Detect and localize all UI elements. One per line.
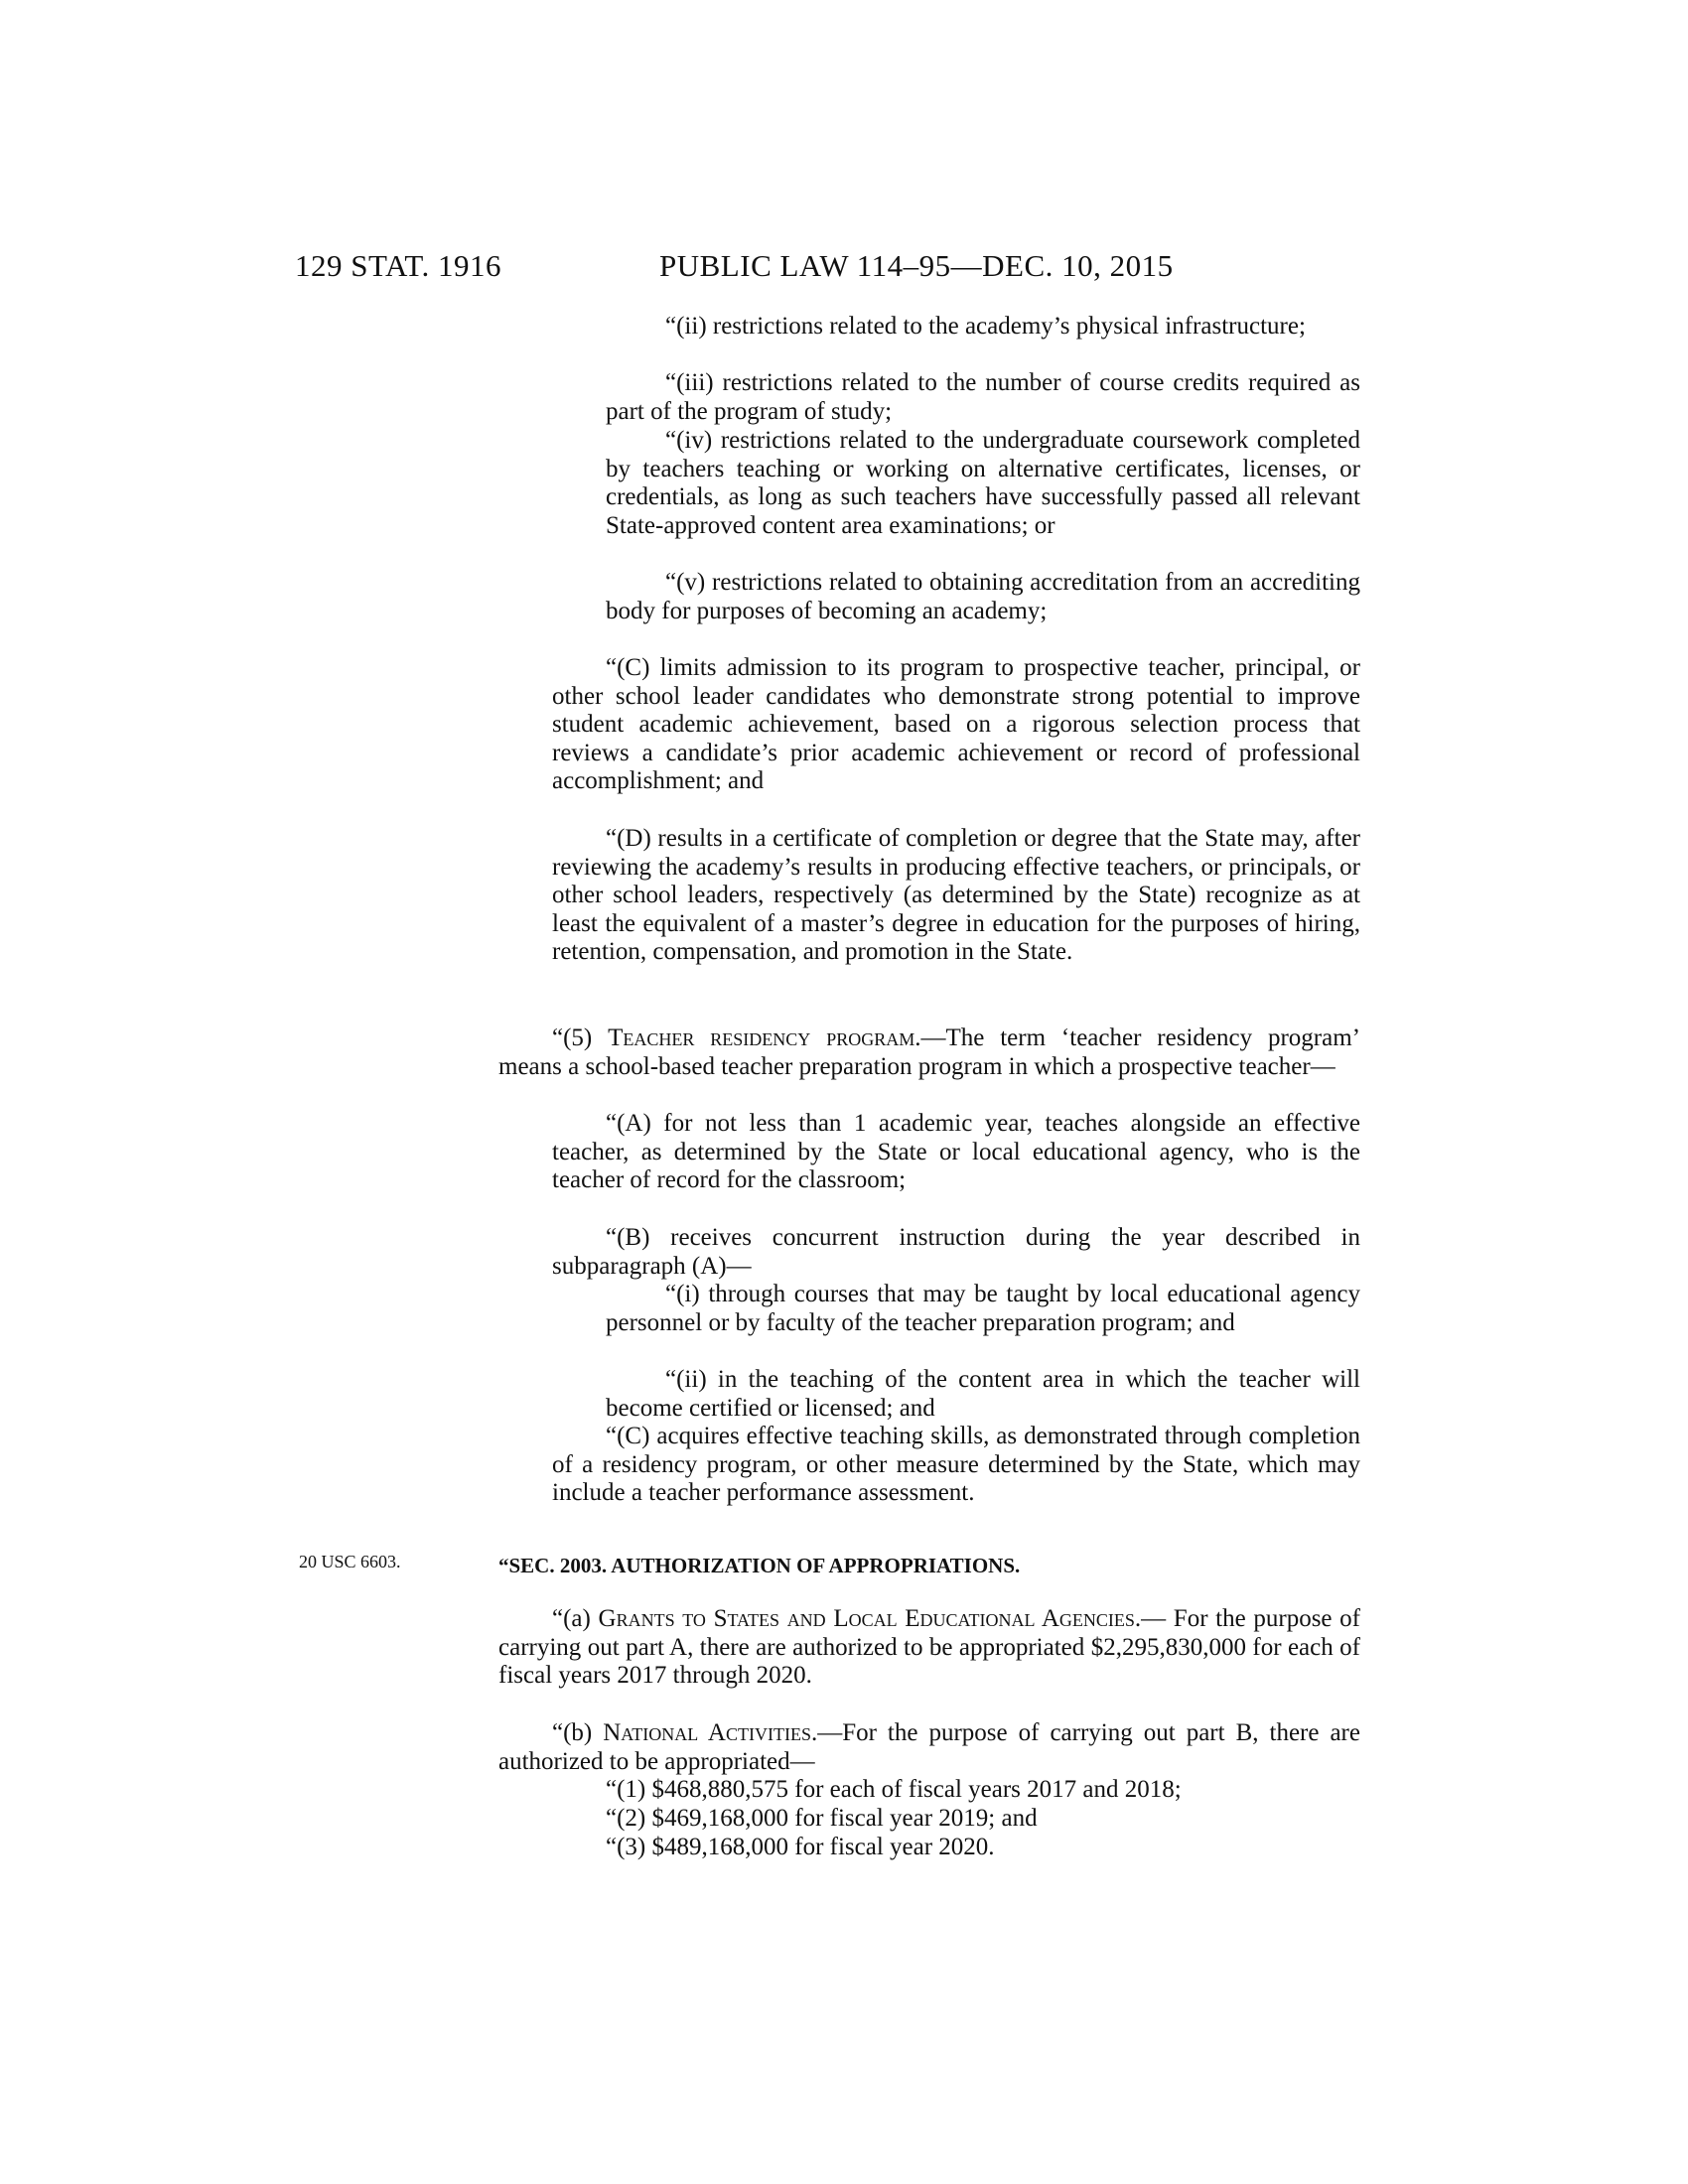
- law-title-header: PUBLIC LAW 114–95—DEC. 10, 2015: [659, 248, 1174, 283]
- subparagraph-5-a: “(A) for not less than 1 academic year, teaches alongside an effective teacher, as determined by the State or local educational agency, who is the teacher of record for the classroom;: [552, 1110, 1360, 1194]
- section-b-text: —For the purpose of carrying out part B, there are authorized to be appropriated—: [498, 1719, 1360, 1775]
- paragraph-5-prefix: “(5): [552, 1024, 609, 1051]
- paragraph-5-heading: Teacher residency program.: [608, 1024, 921, 1051]
- subparagraph-c: “(C) limits admission to its program to prospective teacher, principal, or other school leader candidates who demonstrate strong potential to improve student academic achievement, based on a rigorous selection process that reviews a candidate’s prior academic achievement or record of professional accomplishment; and: [552, 654, 1360, 795]
- clause-b-ii: “(ii) restrictions related to the academy’s physical infrastructure;: [665, 313, 1306, 340]
- clause-b-iii: “(iii) restrictions related to the number of course credits required as part of the program of study;: [606, 369, 1360, 425]
- section-b-item-3: “(3) $489,168,000 for fiscal year 2020.: [606, 1834, 995, 1860]
- clause-b-iv: “(iv) restrictions related to the undergraduate coursework completed by teachers teaching or working on alternative certificates, licenses, or credentials, as long as such teachers have successfully passed all relevant State-approved content area examinations; or: [606, 427, 1360, 539]
- section-a-text: — For the purpose of carrying out part A, there are authorized to be appropriated $2,295,830,000 for each of fiscal years 2017 through 2020.: [498, 1605, 1361, 1690]
- subparagraph-5-c: “(C) acquires effective teaching skills, as demonstrated through completion of a residency program, or other measure determined by the State, which may include a teacher performance assessment.: [552, 1423, 1360, 1507]
- margin-citation: 20 USC 6603.: [299, 1552, 401, 1571]
- subparagraph-d: “(D) results in a certificate of completion or degree that the State may, after reviewing the academy’s results in producing effective teachers, or principals, or other school leaders, respectively (as determined by the State) recognize as at least the equivalent of a master’s degree in education for the purposes of hiring, retention, compensation, and promotion in the State.: [552, 825, 1360, 966]
- section-b-heading: National Activities.: [603, 1719, 818, 1746]
- paragraph-5: [498, 1024, 1360, 1081]
- paragraph-5-text: —The term ‘teacher residency program’ means a school-based teacher preparation program in which a prospective teacher—: [498, 1024, 1360, 1080]
- section-a-heading: Grants to States and Local Educational Agencies.: [598, 1605, 1142, 1632]
- section-2003-a: [498, 1605, 1360, 1691]
- clause-b-v: “(v) restrictions related to obtaining accreditation from an accrediting body for purposes of becoming an academy;: [606, 569, 1360, 624]
- clause-5-b-ii: “(ii) in the teaching of the content area in which the teacher will become certified or licensed; and: [606, 1366, 1360, 1422]
- subparagraph-5-b: “(B) receives concurrent instruction during the year described in subparagraph (A)—: [552, 1224, 1360, 1280]
- section-b-prefix: “(b): [552, 1719, 604, 1746]
- clause-5-b-i: “(i) through courses that may be taught by local educational agency personnel or by faculty of the teacher preparation program; and: [606, 1281, 1360, 1336]
- section-b-item-2: “(2) $469,168,000 for fiscal year 2019; and: [606, 1805, 1038, 1832]
- section-2003-b: [498, 1719, 1360, 1776]
- section-b-item-1: “(1) $468,880,575 for each of fiscal years 2017 and 2018;: [606, 1776, 1182, 1803]
- stat-page-number: 129 STAT. 1916: [295, 248, 502, 283]
- section-a-prefix: “(a): [552, 1605, 599, 1632]
- section-2003-heading: “SEC. 2003. AUTHORIZATION OF APPROPRIATIONS.: [498, 1554, 1021, 1577]
